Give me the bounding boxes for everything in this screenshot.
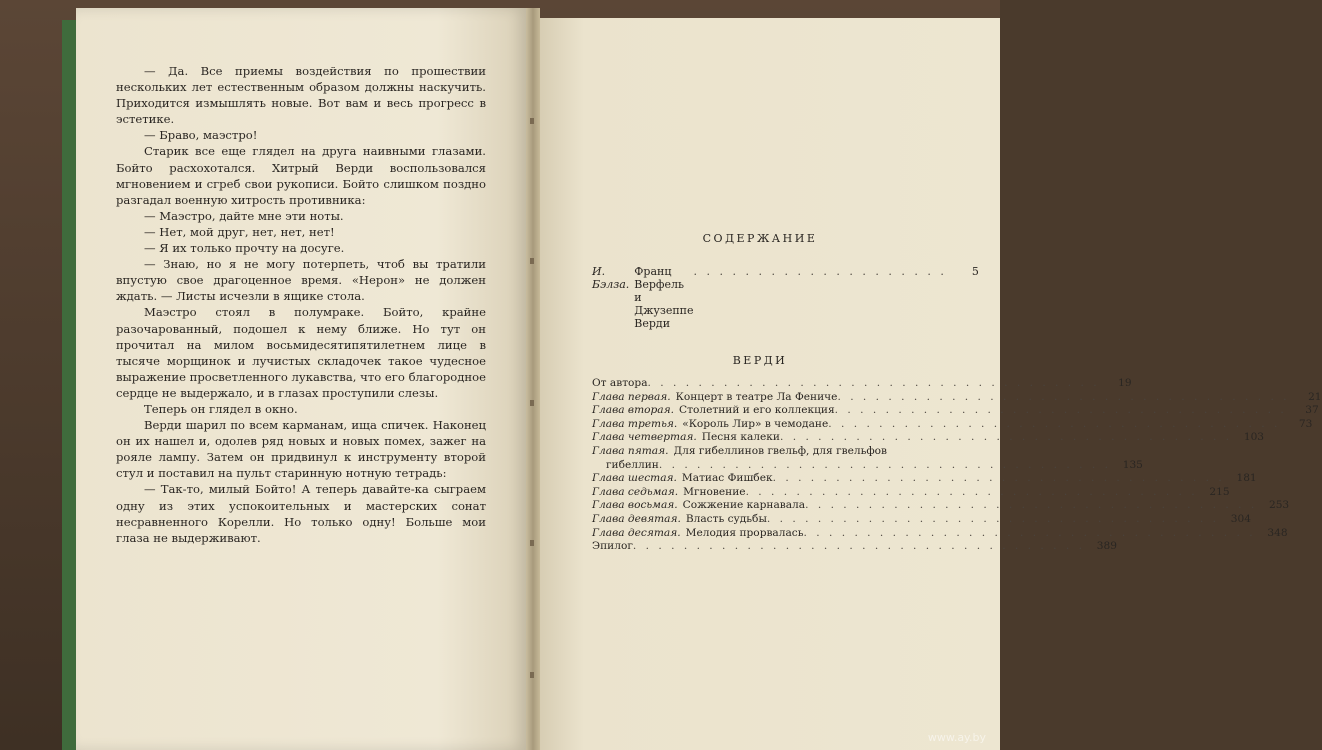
chapter-title: Столетний и его коллекция	[679, 404, 835, 417]
chapter-label: Глава третья.	[592, 417, 678, 430]
toc-foreword-entry	[592, 265, 979, 330]
toc-entry	[592, 431, 1265, 445]
binding-stitch	[530, 672, 534, 678]
dot-leader: . . . . . . . . . . . . . . . . . . . . . . . . . . . . . . . . . . . .	[837, 390, 1290, 403]
page-number: 348	[1267, 526, 1288, 539]
chapter-title: От автора	[592, 377, 648, 389]
toc-heading: СОДЕРЖАНИЕ	[702, 232, 818, 245]
toc-entry	[592, 377, 1132, 391]
binding-stitch	[530, 118, 534, 124]
chapter-title-continued: гибеллин	[606, 458, 659, 471]
toc-entry	[592, 444, 1143, 472]
chapter-label: Глава вторая.	[592, 404, 674, 417]
page-number: 135	[1122, 458, 1143, 471]
page-number: 37	[1305, 404, 1319, 417]
foreword-author: И. Бэлза.	[592, 265, 630, 291]
chapter-label: Глава пятая.	[592, 444, 669, 457]
dot-leader: . . . . . . . . . . . . . . . . . . . .	[693, 265, 947, 278]
paragraph: — Браво, маэстро!	[144, 128, 258, 143]
page-number: 253	[1268, 499, 1290, 512]
chapter-title: Для гибеллинов гвельф, для гвельфов	[673, 444, 887, 457]
chapter-label: Глава четвертая.	[592, 431, 697, 444]
chapter-label: Глава девятая.	[592, 512, 681, 525]
toc-entry	[592, 485, 1230, 500]
dot-leader: . . . . . . . . . . . . . . . . . . . . . . . . . . . . . . . . . . . .	[779, 431, 1233, 444]
page-number: 21	[1308, 390, 1322, 403]
paragraph: — Так-то, милый Бойто! А теперь давайте-ка сыграем одну из этих успокоительных и мастерских сонат несравненного Корелли. Но только одну! Больше мои глаза не выдерживают.	[116, 482, 486, 545]
dot-leader: . . . . . . . . . . . . . . . . . . . . . . . . . . . . . . . . . . . .	[772, 472, 1225, 485]
dot-leader: . . . . . . . . . . . . . . . . . . . . . . . . . . . . . . . . . . . .	[834, 404, 1287, 417]
chapter-label: Глава восьмая.	[592, 499, 678, 512]
dot-leader: . . . . . . . . . . . . . . . . . . . . . . . . . . . . . . . . . . . .	[828, 417, 1281, 430]
paragraph: — Я их только прочту на досуге.	[144, 241, 345, 256]
binding-stitch	[530, 400, 534, 406]
dot-leader: . . . . . . . . . . . . . . . . . . . . . . . . . . . . . . . . . . . .	[803, 526, 1256, 539]
paragraph: Маэстро стоял в полумраке. Бойто, крайне разочарованный, подошел к нему ближе. Но тут он прочитал на милом восьмидесятипятилетнем лице в тысяче морщинок и лучистых складочек такое чудесное выражение просветленного лукавства, что его благородное сердце не выдержало, и в глазах проступили слезы.	[116, 305, 486, 400]
paragraph: Старик все еще глядел на друга наивными глазами. Бойто расхохотался. Хитрый Верди воспользовался мгновением и сгреб свои рукописи. Бойто слишком поздно разгадал военную хитрость противника:	[116, 144, 486, 207]
foreword-page: 5	[971, 265, 979, 278]
paragraph: Верди шарил по всем карманам, ища спичек. Наконец он их нашел и, одолев ряд новых и новых помех, зажег на рояле лампу. Затем он придвинул к инструменту второй стул и поставил на пульт старинную нотную тетрадь:	[116, 418, 486, 481]
binding-stitch	[530, 258, 534, 264]
page-number: 181	[1236, 472, 1257, 485]
paragraph: — Знаю, но я не могу потерпеть, чтоб вы тратили впустую свое драгоценное время. «Нерон» не должен ждать. — Листы исчезли в ящике стола.	[116, 257, 486, 304]
paragraph: — Нет, мой друг, нет, нет, нет!	[144, 224, 335, 239]
chapter-title: Мелодия прорвалась	[685, 526, 804, 539]
chapter-title: Эпилог	[592, 540, 633, 553]
page-number: 215	[1209, 485, 1230, 498]
paragraph: Теперь он глядел в окно.	[144, 401, 298, 416]
paragraph: — Маэстро, дайте мне эти ноты.	[144, 208, 344, 223]
page-number: 73	[1298, 417, 1313, 430]
watermark: www.ay.by	[927, 731, 986, 744]
dot-leader: . . . . . . . . . . . . . . . . . . . . . . . . . . . . . . . . . . . .	[658, 458, 1111, 471]
chapter-title: Песня калеки	[701, 431, 780, 444]
foreword-title: Франц Верфель и Джузеппе Верди	[634, 265, 694, 330]
toc-entry-line	[592, 459, 1143, 473]
left-page-text	[116, 63, 486, 546]
chapter-label: Глава десятая.	[592, 526, 681, 539]
page-number: 19	[1118, 377, 1132, 389]
toc-entry	[592, 390, 1322, 405]
page-number: 389	[1096, 540, 1117, 553]
toc-entry	[592, 512, 1251, 527]
paragraph: — Да. Все приемы воздействия по прошествии нескольких лет естественным образом должны наскучить. Приходится измышлять новые. Вот вам и весь прогресс в эстетике.	[116, 64, 486, 127]
table-of-contents	[592, 232, 1322, 554]
toc-entry-line	[592, 445, 887, 459]
toc-list	[592, 377, 1322, 554]
toc-entry	[592, 499, 1290, 513]
chapter-title: Матиас Фишбек	[681, 472, 773, 485]
toc-entry	[592, 540, 1117, 554]
chapter-label: Глава седьмая.	[592, 485, 679, 498]
dot-leader: . . . . . . . . . . . . . . . . . . . . . . . . . . . . . . . . . . . .	[766, 512, 1219, 525]
dot-leader: . . . . . . . . . . . . . . . . . . . . . . . . . . . . . . . . . . . .	[805, 499, 1258, 512]
toc-entry	[592, 472, 1257, 486]
page-number: 103	[1243, 431, 1265, 444]
toc-entry	[592, 404, 1319, 418]
chapter-title: Мгновение	[683, 485, 746, 498]
section-heading: ВЕРДИ	[732, 354, 788, 367]
dot-leader: . . . . . . . . . . . . . . . . . . . . . . . . . . . . . . . . . . . .	[745, 485, 1198, 498]
page-number: 304	[1230, 512, 1251, 525]
binding-stitch	[530, 540, 534, 546]
chapter-title: «Король Лир» в чемодане	[682, 417, 829, 430]
dot-leader: . . . . . . . . . . . . . . . . . . . . . . . . . . . . . . . . . . . .	[647, 377, 1100, 389]
chapter-label: Глава шестая.	[592, 472, 677, 485]
chapter-title: Сожжение карнавала	[682, 499, 806, 512]
toc-entry	[592, 526, 1288, 541]
chapter-label: Глава первая.	[592, 390, 671, 403]
chapter-title: Концерт в театре Ла Фениче	[675, 390, 838, 403]
dot-leader: . . . . . . . . . . . . . . . . . . . . . . . . . . . . . . . . . . . .	[632, 540, 1085, 553]
chapter-title: Власть судьбы	[685, 512, 767, 525]
toc-entry	[592, 417, 1313, 432]
